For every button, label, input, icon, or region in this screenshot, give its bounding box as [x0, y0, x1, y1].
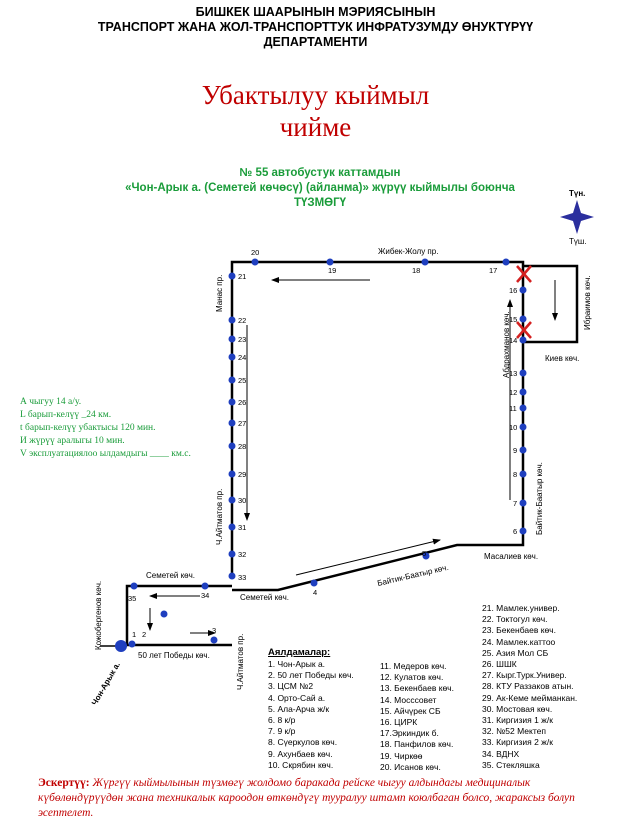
info-line: t барып-келүү убактысы 120 мин. [20, 423, 156, 433]
street-label: Масалиев көч. [484, 552, 539, 561]
stop-number: 28 [238, 442, 247, 451]
stop-dot-2 [129, 641, 136, 648]
stop-dot-11 [520, 405, 527, 412]
stop-number: 17 [489, 266, 498, 275]
stop-dot-26 [229, 399, 236, 406]
stop-dot-29 [229, 471, 236, 478]
stop-number: 14 [509, 336, 518, 345]
stop-entry: 28. КТУ Раззаков атын. [482, 681, 574, 692]
stop-entry: 24. Мамлек.каттоо [482, 636, 556, 647]
stop-number: 15 [509, 315, 518, 324]
compass-north-label: Түн. [569, 189, 586, 198]
footnote [38, 776, 613, 821]
subtitle-line-2: «Чон-Арык а. (Семетей көчөсү) (айланма)» жүрүү кыймылы боюнча [125, 182, 515, 194]
compass-icon [560, 200, 594, 234]
stop-entry: 13. Бекенбаев көч. [380, 683, 454, 694]
stop-dot-20 [252, 259, 259, 266]
stop-number: 20 [251, 248, 260, 257]
stop-dot-6 [520, 528, 527, 535]
stop-dot-28 [229, 443, 236, 450]
stop-entry: 35. Стекляшка [482, 759, 540, 770]
stop-dot-3 [211, 637, 218, 644]
street-label: Киев көч. [545, 354, 580, 363]
stop-entry: 1. Чон-Арык а. [268, 659, 326, 669]
stop-entry: 32. №52 Мектеп [482, 726, 546, 737]
stop-number: 19 [328, 266, 337, 275]
street-label: Байтик-Баатыр көч. [376, 562, 450, 588]
subtitle-line-3: ТҮЗМӨГҮ [293, 197, 347, 209]
street-label: Ибраимов көч. [583, 275, 592, 330]
stop-number: 3 [212, 626, 217, 635]
stop-dot-24 [229, 354, 236, 361]
info-line: И жүрүү аралыгы 10 мин. [20, 436, 125, 446]
header-line-3: ДЕПАРТАМЕНТИ [263, 35, 368, 49]
info-line: А чыгуу 14 а/у. [20, 397, 82, 407]
stop-entry: 29. Ак-Кеме мейманкан. [482, 692, 578, 703]
stop-dot-25 [229, 377, 236, 384]
stop-entry: 11. Медеров көч. [380, 661, 447, 671]
stop-number: 31 [238, 523, 247, 532]
stop-dot-9 [520, 447, 527, 454]
street-label: Жибек-Жолу пр. [378, 247, 439, 256]
stop-dot-8 [520, 471, 527, 478]
stop-dot-13 [520, 370, 527, 377]
street-label: Абдрахманов көч. [502, 311, 511, 378]
stop-dot-15 [520, 316, 527, 323]
stop-entry: 22. Токтогул көч. [482, 614, 548, 625]
stop-number: 32 [238, 550, 247, 559]
stop-dot-22 [229, 317, 236, 324]
stop-dot-14 [520, 337, 527, 344]
stop-number: 9 [513, 446, 518, 455]
info-line: V эксплуатациялоо ылдамдыгы ____ км.с. [20, 449, 191, 459]
stop-number: 13 [509, 369, 518, 378]
stop-entry: 16. ЦИРК [380, 717, 418, 728]
stop-dot-21 [229, 273, 236, 280]
stop-dot-16 [520, 287, 527, 294]
stop-number: 26 [238, 398, 247, 407]
stop-entry: 6. 8 к/р [268, 715, 296, 726]
stop-entry: 4. Орто-Сай а. [268, 692, 326, 703]
stop-number: 4 [313, 588, 318, 597]
stop-dot-30 [229, 497, 236, 504]
stop-entry: 33. Киргизия 2 ж/к [482, 737, 553, 748]
header-line-2: ТРАНСПОРТ ЖАНА ЖОЛ-ТРАНСПОРТТУК ИНФРАТУЗУМДУ ӨНУКТҮРҮҮ [97, 20, 534, 34]
header-line-1: БИШКЕК ШААРЫНЫН МЭРИЯСЫНЫН [195, 5, 436, 19]
stop-entry: 21. Мамлек.универ. [482, 603, 560, 613]
stop-number: 7 [513, 499, 518, 508]
stop-number: 18 [412, 266, 421, 275]
stop-dot-18 [422, 259, 429, 266]
stop-entry: 8. Сүеркулов көч. [268, 737, 338, 748]
stop-entry: 10. Скрябин көч. [268, 759, 334, 770]
stop-entry: 7. 9 к/р [268, 726, 296, 737]
stops-list-col2 [380, 661, 454, 773]
stop-number: 34 [201, 591, 210, 600]
stop-number: 24 [238, 353, 247, 362]
stop-entry: 19. Чиркөө [380, 750, 423, 761]
stop-number: 25 [238, 376, 247, 385]
street-label: 50 лет Победы көч. [138, 651, 210, 660]
stop-number: 23 [238, 335, 247, 344]
stops-list-col1 [268, 659, 354, 771]
stops-legend-title: Аялдамалар: [268, 647, 331, 658]
title-line-2: чийме [279, 112, 352, 142]
stop-entry: 17.Эркиндик б. [380, 728, 439, 739]
street-label: Ч.Айтматов пр. [215, 488, 224, 545]
street-label: Семетей көч. [240, 593, 289, 602]
stop-number: 35 [128, 594, 137, 603]
stop-entry: 18. Панфилов көч. [380, 739, 454, 750]
stop-number: 30 [238, 496, 247, 505]
stop-entry: 9. Ахунбаев көч. [268, 748, 333, 759]
stop-number: 11 [509, 404, 517, 413]
stop-number: 27 [238, 419, 247, 428]
stop-entry: 12. Кулатов көч. [380, 672, 444, 683]
stop-entry: 27. Кырг.Турк.Универ. [482, 670, 567, 681]
title-line-1: Убактылуу кыймыл [201, 80, 430, 110]
stop-dot-35 [131, 583, 138, 590]
stop-entry: 20. Исанов көч. [380, 761, 441, 772]
stop-number: 29 [238, 470, 247, 479]
compass-south-label: Түш. [569, 237, 587, 246]
stop-entry: 31. Киргизия 1 ж/к [482, 715, 553, 726]
stop-number: 22 [238, 316, 247, 325]
stop-dot-31 [229, 524, 236, 531]
stop-number: 6 [513, 527, 518, 536]
stop-number: 8 [513, 470, 518, 479]
stop-dot-19 [327, 259, 334, 266]
footnote-text: Жүргүү кыймылынын түзмөгү жолдомо баракада рейске чыгуу алдындагы медициналык күбөлөндүрүүдөн жана техникалык кароодон өткөндүгү тууралуу штамп коюлбаган болсо, жараксыз болуп эсептелет. [38, 777, 575, 819]
stop-dot-27 [229, 420, 236, 427]
stop-dot-34 [202, 583, 209, 590]
stop-dot-4 [311, 580, 318, 587]
street-label: Семетей көч. [146, 571, 195, 580]
stop-entry: 15. Айчүрек СБ [380, 705, 441, 716]
street-label: Манас пр. [215, 274, 224, 312]
stops-list-col3 [482, 603, 577, 771]
stop-number: 33 [238, 573, 247, 582]
stop-entry: 2. 50 лет Победы көч. [268, 670, 354, 681]
stop-dot-10 [520, 424, 527, 431]
stop-entry: 34. ВДНХ [482, 748, 520, 759]
stop-dot-32 [229, 551, 236, 558]
subtitle-line-1: № 55 автобустук каттамдын [239, 167, 401, 179]
stop-entry: 3. ЦСМ №2 [268, 681, 314, 692]
stop-entry: 5. Ала-Арча ж/к [268, 703, 330, 714]
stop-dot-23 [229, 336, 236, 343]
stop-number: 10 [509, 423, 518, 432]
stop-number: 12 [509, 388, 518, 397]
stop-entry: 26. ШШК [482, 659, 517, 670]
street-label: Кожобергенов көч. [94, 580, 103, 650]
info-line: L барып-келүү _24 км. [20, 410, 112, 420]
loop-dot [161, 611, 168, 618]
street-label: Ч.Айтматов пр. [236, 633, 245, 690]
street-label: Байтик-Баатыр көч. [535, 462, 544, 535]
stop-entry: 30. Мостовая көч. [482, 703, 553, 714]
stop-entry: 14. Мосссовет [380, 694, 437, 705]
stop-dot-12 [520, 389, 527, 396]
stop-entry: 23. Бекенбаев көч. [482, 625, 556, 636]
footnote-label: Эскертүү: [38, 777, 90, 789]
stop-number: 5 [422, 549, 427, 558]
stop-number: 21 [238, 272, 247, 281]
stop-dot-33 [229, 573, 236, 580]
stop-number: 1 [132, 630, 137, 639]
stop-dot-17 [503, 259, 510, 266]
stop-number: 2 [142, 630, 147, 639]
street-label: Чон-Арык а. [89, 660, 122, 707]
stop-dot-1 [115, 640, 127, 652]
stop-number: 16 [509, 286, 518, 295]
stop-entry: 25. Азия Мол СБ [482, 647, 549, 658]
stop-dot-7 [520, 500, 527, 507]
